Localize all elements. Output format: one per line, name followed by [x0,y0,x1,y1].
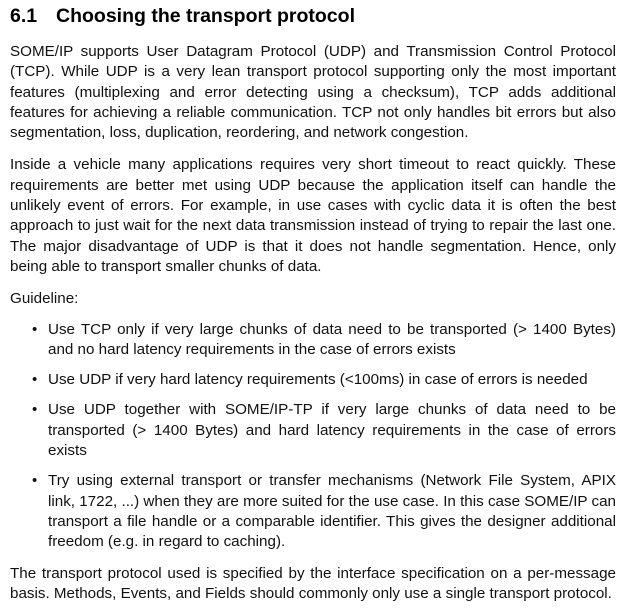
section-title: Choosing the transport protocol [56,5,355,27]
list-item [30,400,616,461]
paragraph-closing: The transport protocol used is specified by the interface specification on a per-message basis. Methods, Events, and Fields should commonly only use a single transport protocol. [10,564,616,602]
section-number: 6.1 [10,5,38,27]
guideline-label: Guideline: [10,290,79,308]
document-page [10,4,616,604]
list-item [30,471,616,552]
paragraph-intro: SOME/IP supports User Datagram Protocol (UDP) and Transmission Control Protocol (TCP). While UDP is a very lean transport protocol supporting only the most important features (multiplexing and error detecting using a checksum), TCP adds additional features for achieving a reliable communication. TCP not only handles bit errors but also segmentation, loss, duplication, reordering, and network congestion. [10,43,616,142]
list-item-text: Use UDP if very hard latency requirements (<100ms) in case of errors is needed [48,371,588,389]
bullet-icon: • [32,320,38,338]
list-item-text: Use TCP only if very large chunks of data need to be transported (> 1400 Bytes) and no hard latency requirements in the case of errors exists [48,320,616,358]
list-item [30,370,616,390]
list-item-text: Try using external transport or transfer mechanisms (Network File System, APIX link, 1722, ...) when they are more suited for the use case. In this case SOME/IP can transport a file handle or a comparable identifier. This gives the designer additional freedom (e.g. in regard to caching). [48,472,616,551]
bullet-icon: • [32,472,38,490]
bullet-icon: • [32,401,38,419]
paragraph-vehicle: Inside a vehicle many applications requires very short timeout to react quickly. These requirements are better met using UDP because the application itself can handle the unlikely event of errors. For example, in use cases with cyclic data it is often the best approach to just wait for the next data transmission instead of trying to repair the last one. The major disadvantage of UDP is that it does not handle segmentation. Hence, only being able to transport smaller chunks of data. [10,156,616,275]
list-item-text: Use UDP together with SOME/IP-TP if very large chunks of data need to be transported (> 1400 Bytes) and hard latency requirements in the case of errors exists [48,401,616,460]
bullet-icon: • [32,371,38,389]
section-heading [10,4,616,28]
guideline-list [10,320,616,553]
list-item [30,320,616,361]
